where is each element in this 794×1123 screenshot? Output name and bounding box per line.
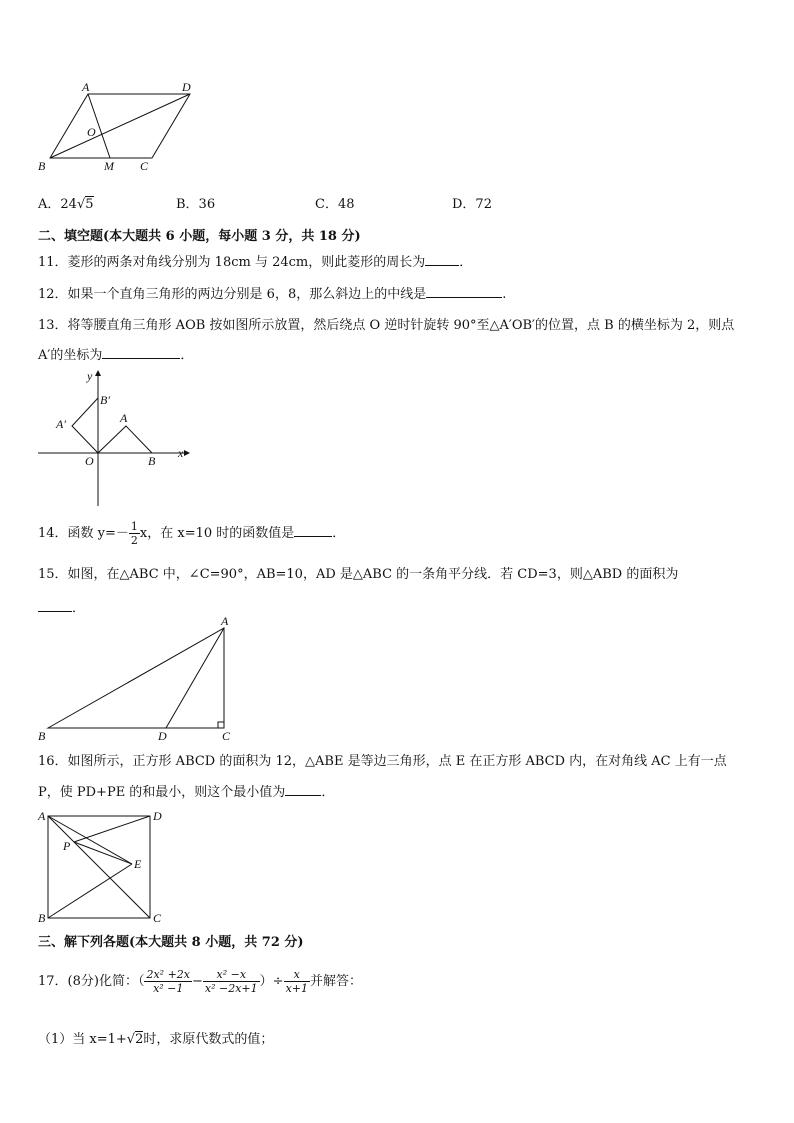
figure-right-triangle	[34, 614, 244, 746]
answer-blank-13	[102, 346, 180, 359]
option-d: D．72	[452, 197, 492, 212]
answer-blank-14	[294, 524, 332, 537]
label-a: A	[38, 809, 46, 823]
question-16-line2: P，使 PD+PE 的和最小，则这个最小值为 ．	[38, 785, 335, 800]
segment-pe	[74, 842, 132, 864]
bisector-ad	[166, 628, 224, 728]
label-c: C	[140, 159, 149, 173]
question-17: 17．(8分)化简：（ $\frac{\text{2x² +2x}}{\text{x² −1}}$ − $\frac{\text{x² −x}}{\text{x² −2x+1}}$ ）÷ $\frac{x}{x+1}$ 并解答：	[38, 968, 362, 995]
label-o: O	[85, 454, 94, 468]
question-12: 12．如果一个直角三角形的两边分别是 6，8，那么斜边上的中线是 .	[38, 287, 507, 302]
fraction-3: $\frac{x}{x+1}$	[285, 968, 308, 995]
option-c: C．48	[315, 197, 355, 212]
figure-parallelogram	[30, 78, 210, 176]
answer-blank-12	[426, 285, 502, 298]
fraction-2: $\frac{\text{x² −x}}{\text{x² −2x+1}}$	[204, 968, 258, 995]
segment-be	[48, 864, 132, 918]
label-x: x	[178, 446, 184, 460]
question-13-line2: A′的坐标为 ．	[38, 348, 194, 363]
figure-coordinate-rotation	[34, 368, 194, 510]
section-title-solve: 三、解下列各题(本大题共 8 小题，共 72 分)	[38, 935, 304, 950]
label-y: y	[87, 369, 93, 383]
question-16-line1: 16．如图所示，正方形 ABCD 的面积为 12，△ABE 是等边三角形，点 E 在正方形 ABCD 内，在对角线 AC 上有一点	[38, 754, 727, 769]
label-p: P	[63, 839, 71, 853]
label-m: M	[104, 159, 114, 173]
question-14: 14．函数 y=－ $\frac{1}{2}$ x，在 x=10 时的函数值是 ．	[38, 520, 346, 547]
option-b: B．36	[176, 197, 216, 212]
fraction-1: $\frac{\text{2x² +2x}}{\text{x² −1}}$	[146, 968, 190, 995]
label-d: D	[182, 80, 191, 94]
label-b: B	[38, 911, 46, 925]
question-15-line2: ．	[38, 597, 85, 616]
y-axis-arrow	[95, 370, 101, 376]
label-b-prime: B′	[100, 393, 110, 407]
x-axis-arrow	[184, 450, 190, 456]
fraction-one-half: $\frac{1}{2}$	[130, 520, 138, 547]
question-15-line1: 15．如图，在△ABC 中，∠C=90°，AB=10，AD 是△ABC 的一条角平分线．若 CD=3，则△ABD 的面积为	[38, 567, 679, 582]
triangle-abc	[48, 628, 224, 728]
segment-ae	[48, 816, 132, 864]
section-title-fill-in: 二、填空题(本大题共 6 小题，每小题 3 分，共 18 分)	[38, 229, 361, 244]
label-b: B	[38, 159, 46, 173]
label-b: B	[148, 454, 156, 468]
answer-blank-16	[285, 783, 321, 796]
label-d: D	[158, 729, 167, 743]
answer-blank-11	[425, 253, 459, 266]
label-a-prime: A′	[56, 417, 66, 431]
diagonal-bd	[50, 94, 190, 158]
label-c: C	[153, 911, 162, 925]
label-o: O	[87, 125, 96, 139]
label-d: D	[153, 809, 162, 823]
triangle-aob	[98, 426, 152, 453]
label-a: A	[221, 614, 229, 628]
label-a: A	[120, 411, 128, 425]
label-e: E	[134, 857, 142, 871]
right-angle-mark	[218, 722, 224, 728]
option-a: A．24√5	[38, 197, 94, 212]
label-a: A	[82, 80, 90, 94]
triangle-a-prime-ob-prime	[72, 398, 98, 453]
segment-pd	[74, 816, 150, 842]
answer-blank-15	[38, 599, 72, 612]
question-13-line1: 13．将等腰直角三角形 AOB 按如图所示放置，然后绕点 O 逆时针旋转 90°至△A′OB′的位置，点 B 的横坐标为 2，则点	[38, 318, 735, 333]
label-b: B	[38, 729, 46, 743]
question-11: 11．菱形的两条对角线分别为 18cm 与 24cm，则此菱形的周长为 ．	[38, 255, 473, 270]
sqrt-symbol: √	[76, 197, 86, 212]
label-c: C	[222, 729, 231, 743]
sqrt-symbol: √	[126, 1032, 136, 1047]
question-17-part-1: （1）当 x=1+√2时，求原代数式的值；	[38, 1032, 274, 1047]
figure-square	[34, 808, 174, 928]
